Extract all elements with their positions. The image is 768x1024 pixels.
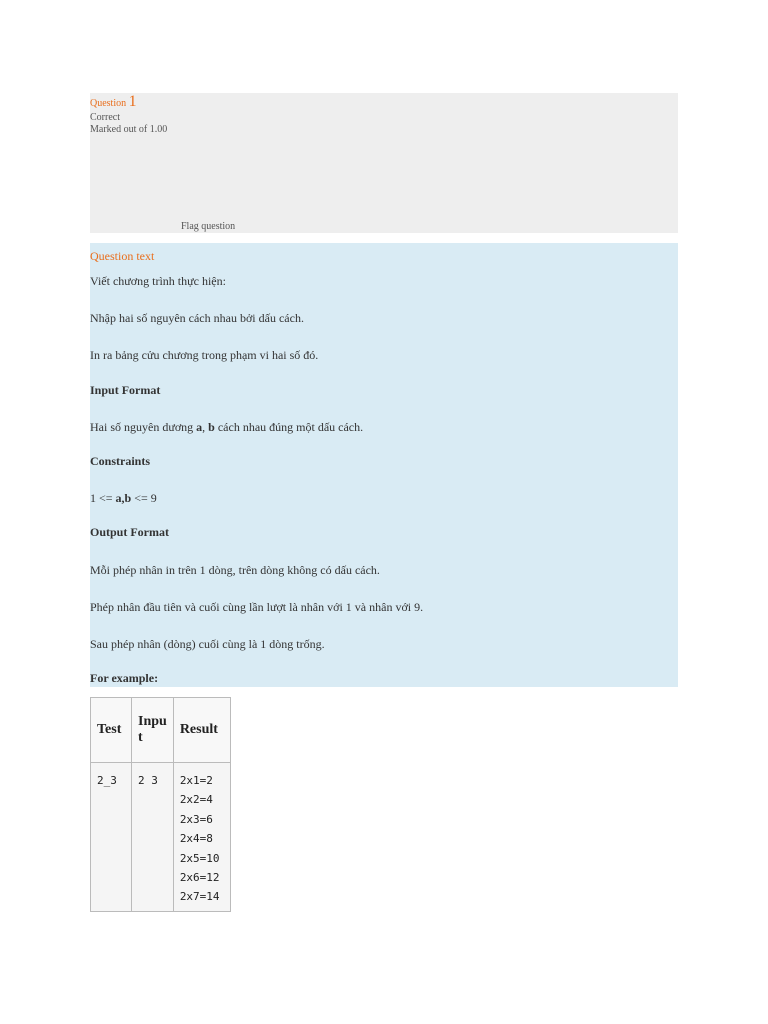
question-label (90, 93, 137, 111)
constraints-post: <= 9 (131, 491, 157, 505)
question-number: 1 (128, 93, 137, 110)
result-line: 2x2=4 (179, 793, 213, 807)
constraints-text (90, 491, 157, 506)
header-result: Result (173, 698, 230, 763)
input-format-text (90, 420, 363, 435)
output-line-2: Phép nhân đầu tiên và cuối cùng lần lượt là nhân với 1 và nhân với 9. (90, 600, 424, 614)
result-line: 2x7=14 (179, 890, 220, 904)
question-word: Question (90, 98, 127, 109)
question-text-heading: Question text (90, 249, 155, 263)
input-format-comma: , (202, 420, 209, 434)
question-text-box (90, 243, 678, 687)
input-format-pre: Hai số nguyên dương (90, 420, 197, 434)
result-line: 2x1=2 (179, 774, 213, 787)
step-1-text: Nhập hai số nguyên cách nhau bởi dấu cách. (90, 311, 304, 325)
input-format-post: cách nhau đúng một dấu cách. (214, 420, 364, 434)
result-line: 2x5=10 (179, 851, 220, 865)
output-line-3: Sau phép nhân (dòng) cuối cùng là 1 dòng trống. (90, 637, 325, 651)
example-table (90, 697, 231, 912)
question-info-box (90, 93, 678, 233)
var-a: a (196, 420, 203, 434)
step-2-text: In ra bảng cửu chương trong phạm vi hai số đó. (90, 348, 319, 362)
var-b: b (208, 420, 215, 434)
result-line: 2x3=6 (179, 812, 213, 826)
result-line: 2x4=8 (179, 832, 213, 846)
cell-input: 2 3 (132, 763, 174, 912)
constraints-heading: Constraints (90, 454, 151, 468)
output-line-1: Mỗi phép nhân in trên 1 dòng, trên dòng không có dấu cách. (90, 563, 380, 577)
input-format-heading: Input Format (90, 383, 161, 397)
question-grade: Marked out of 1.00 (90, 124, 168, 135)
header-input (132, 698, 174, 763)
cell-result (173, 763, 230, 912)
header-test: Test (91, 698, 132, 763)
example-table-header-row (91, 698, 231, 763)
var-ab: a,b (115, 491, 132, 505)
cell-test: 2_3 (91, 763, 132, 912)
output-format-heading: Output Format (90, 525, 169, 539)
header-input-line-2: t (138, 730, 143, 745)
result-line: 2x6=12 (179, 871, 220, 885)
header-input-line-1: Inpu (138, 714, 167, 729)
constraints-pre: 1 <= (90, 491, 116, 505)
example-heading: For example: (90, 671, 159, 685)
flag-question-link[interactable]: Flag question (181, 221, 236, 232)
table-row (91, 763, 231, 912)
question-info-panel (90, 93, 180, 233)
question-state: Correct (90, 112, 120, 123)
intro-text: Viết chương trình thực hiện: (90, 274, 226, 288)
